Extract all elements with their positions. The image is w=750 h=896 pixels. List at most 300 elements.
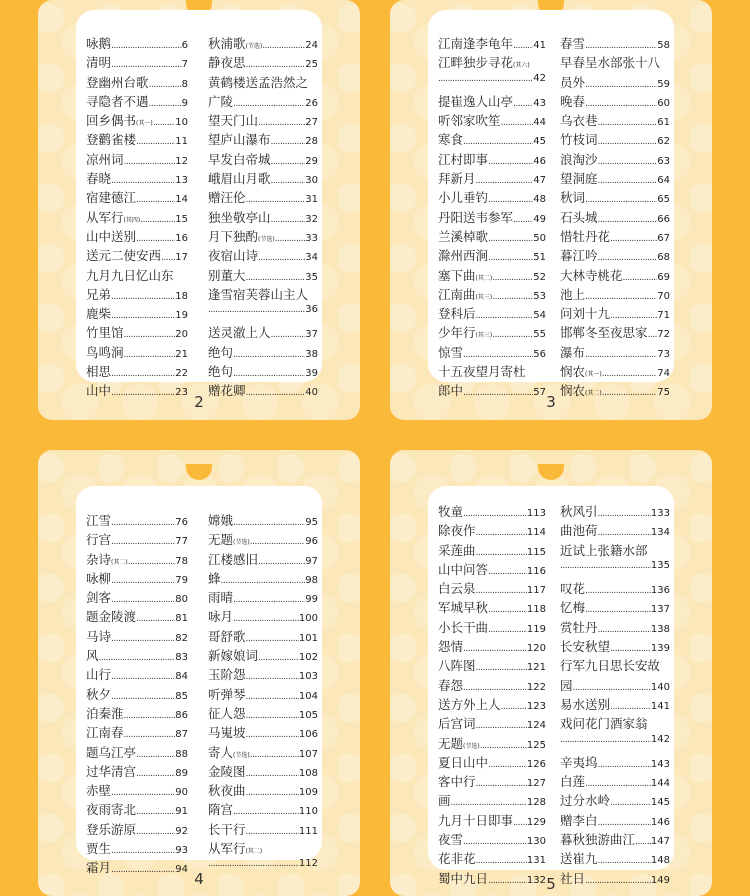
poem-title: 辛夷坞 — [560, 754, 598, 770]
poem-note: (其二) — [475, 274, 493, 282]
toc-entry — [560, 92, 670, 111]
poem-title: 广陵 — [208, 93, 234, 109]
toc-entry — [560, 188, 670, 207]
toc-entry — [86, 92, 188, 111]
poem-title: 霜月 — [86, 860, 112, 876]
dot-leader — [208, 305, 305, 315]
dot-leader — [585, 292, 657, 302]
dot-leader — [610, 234, 657, 244]
poem-title: 牧童 — [438, 504, 464, 519]
dot-leader — [585, 80, 657, 90]
poem-title: 相思 — [86, 364, 112, 380]
dot-leader — [271, 330, 306, 340]
page-ref: 108 — [298, 767, 318, 779]
page-ref: 88 — [175, 748, 188, 760]
page-ref: 76 — [175, 517, 188, 528]
page-ref: 137 — [650, 604, 670, 616]
toc-entry — [86, 266, 188, 285]
dot-leader — [610, 702, 651, 712]
page-ref: 124 — [526, 720, 546, 732]
poem-title: 赠汪伦 — [208, 190, 246, 206]
page-ref: 39 — [305, 368, 318, 380]
toc-entry — [560, 849, 670, 868]
poem-note: (节选) — [233, 539, 250, 547]
dot-leader — [476, 663, 527, 673]
page-ref: 40 — [305, 387, 318, 399]
dot-leader — [476, 721, 527, 731]
dot-leader — [488, 625, 527, 635]
page-ref: 86 — [175, 709, 188, 721]
page-ref: 68 — [657, 252, 670, 264]
page-ref: 95 — [305, 517, 318, 528]
dot-leader — [250, 750, 299, 760]
poem-note: (其三) — [475, 332, 493, 340]
poem-title: 员外 — [560, 74, 586, 90]
page-ref: 19 — [175, 310, 188, 322]
page-ref: 55 — [533, 329, 546, 341]
dot-leader — [492, 330, 533, 340]
toc-entry — [438, 111, 546, 130]
page-ref: 16 — [175, 232, 188, 244]
dot-leader — [476, 586, 527, 596]
poem-title: 寻隐者不遇 — [86, 93, 149, 109]
toc-entry — [560, 656, 670, 675]
page-number: 3 — [546, 393, 556, 411]
page-ref: 81 — [175, 613, 188, 625]
poem-title: 早发白帝城 — [208, 151, 271, 167]
poem-title: 贾生 — [86, 841, 112, 857]
dot-leader — [573, 683, 651, 693]
poem-title: 秋夕 — [86, 686, 112, 702]
dot-leader — [598, 118, 658, 128]
page-ref: 53 — [533, 290, 546, 302]
dot-leader — [585, 41, 657, 51]
dot-leader — [476, 176, 534, 186]
poem-title: 滁州西涧 — [438, 248, 489, 264]
dot-leader — [648, 330, 658, 340]
poem-title: 忆梅 — [560, 600, 586, 616]
dot-leader — [136, 195, 175, 205]
page-ref: 21 — [175, 348, 188, 360]
page-ref: 38 — [305, 348, 318, 360]
toc-entry — [208, 34, 318, 53]
dot-leader — [451, 798, 527, 808]
toc-entry — [438, 208, 546, 227]
toc-entry — [438, 714, 546, 733]
page-ref: 130 — [526, 836, 546, 848]
poem-title: 行宫 — [86, 532, 112, 548]
dot-leader — [488, 760, 527, 770]
dot-leader — [111, 537, 175, 547]
poem-title: 秋词 — [560, 190, 586, 206]
toc-entry — [438, 34, 546, 53]
toc-entry — [86, 208, 188, 227]
poem-title: 咏柳 — [86, 570, 112, 586]
page-ref: 145 — [650, 797, 670, 809]
toc-entry — [86, 150, 188, 169]
poem-title: 十五夜望月寄杜 — [438, 364, 526, 380]
poem-title: 拜新月 — [438, 171, 476, 187]
page-4-card — [38, 450, 360, 896]
page-ref: 134 — [650, 527, 670, 539]
toc-entry — [208, 188, 318, 207]
toc-entry — [560, 130, 670, 149]
toc-entry — [86, 665, 188, 684]
dot-leader — [111, 634, 175, 644]
dot-leader — [463, 683, 527, 693]
toc-entry — [560, 285, 670, 304]
page-ref: 24 — [305, 40, 318, 51]
toc-entry — [438, 285, 546, 304]
toc-entry — [86, 362, 188, 381]
dot-leader — [233, 369, 305, 379]
toc-column-left — [86, 511, 188, 878]
dot-leader — [598, 760, 651, 770]
toc-entry — [560, 266, 670, 285]
poem-title: 逢雪宿芙蓉山主人 — [208, 286, 309, 302]
poem-title: 送灵澈上人 — [208, 325, 271, 341]
toc-entry — [438, 266, 546, 285]
toc-entry — [208, 323, 318, 342]
page-number: 5 — [546, 875, 556, 893]
toc-entry — [208, 169, 318, 188]
dot-leader — [111, 176, 175, 186]
dot-leader — [598, 157, 658, 167]
page-ref: 141 — [650, 700, 670, 712]
page-ref: 136 — [650, 585, 670, 597]
page-ref: 36 — [305, 304, 318, 316]
poem-title: 山行 — [86, 667, 112, 683]
page-ref: 13 — [175, 175, 188, 187]
dot-leader — [233, 807, 299, 817]
toc-entry — [208, 665, 318, 684]
toc-entry — [86, 511, 188, 530]
poem-title: 风 — [86, 648, 99, 664]
dot-leader — [501, 702, 527, 712]
page-ref: 20 — [175, 329, 188, 341]
toc-entry — [438, 772, 546, 791]
toc-entry — [438, 323, 546, 342]
dot-leader — [598, 856, 651, 866]
poem-title: 九月十日即事 — [438, 812, 514, 828]
poem-title: 登幽州台歌 — [86, 74, 149, 90]
poem-title: 赤壁 — [86, 783, 112, 799]
dot-leader — [111, 692, 175, 702]
page-ref: 119 — [526, 623, 546, 635]
dot-leader — [476, 856, 527, 866]
page-ref: 32 — [305, 213, 318, 225]
toc-entry — [86, 34, 188, 53]
poem-title: 社日 — [560, 870, 586, 886]
toc-panel — [428, 10, 674, 399]
page-ref: 62 — [657, 136, 670, 148]
toc-entry — [208, 588, 318, 607]
toc-panel — [76, 10, 322, 399]
toc-entry — [86, 111, 188, 130]
page-ref: 58 — [657, 40, 670, 51]
dot-leader — [488, 195, 533, 205]
dot-leader — [635, 837, 651, 847]
dot-leader — [476, 311, 534, 321]
poem-title: 除夜作 — [438, 523, 476, 539]
toc-entry — [438, 830, 546, 849]
page-ref: 126 — [526, 758, 546, 770]
page-ref: 99 — [305, 594, 318, 606]
poem-title: 望洞庭 — [560, 171, 598, 187]
toc-entry — [86, 723, 188, 742]
poem-title: 春怨 — [438, 677, 464, 693]
dot-leader — [111, 788, 175, 798]
page-ref: 14 — [175, 194, 188, 206]
poem-title: 花非花 — [438, 851, 476, 867]
page-ref: 133 — [650, 508, 670, 519]
dot-leader — [463, 837, 527, 847]
dot-leader — [140, 215, 175, 225]
poem-title: 蜀中九日 — [438, 870, 489, 886]
page-ref: 142 — [650, 733, 670, 745]
toc-entry — [438, 656, 546, 675]
dot-leader — [598, 215, 658, 225]
page-ref: 22 — [175, 368, 188, 380]
dot-leader — [501, 118, 534, 128]
toc-entry — [208, 130, 318, 149]
page-ref: 9 — [181, 97, 188, 109]
poem-title: 杂诗 — [86, 551, 112, 567]
toc-entry — [86, 569, 188, 588]
page-ref: 140 — [650, 681, 670, 693]
page-ref: 47 — [533, 175, 546, 187]
dot-leader — [258, 118, 305, 128]
poem-title: 怨情 — [438, 639, 464, 655]
toc-column-right — [560, 502, 670, 888]
toc-entry — [208, 762, 318, 781]
poem-title: 隋宫 — [208, 802, 234, 818]
toc-entry — [438, 169, 546, 188]
poem-title: 题金陵渡 — [86, 609, 137, 625]
toc-entry — [438, 150, 546, 169]
page-ref: 78 — [175, 555, 188, 567]
toc-entry — [438, 130, 546, 149]
toc-entry — [438, 849, 546, 868]
poem-title: 嫦娥 — [208, 513, 234, 528]
dot-leader — [149, 80, 182, 90]
poem-note: (其二) — [585, 390, 602, 398]
poem-title: 竹里馆 — [86, 325, 124, 341]
page-ref: 52 — [533, 271, 546, 283]
dot-leader — [246, 730, 299, 740]
poem-title: 夏日山中 — [438, 754, 489, 770]
dot-leader — [233, 350, 305, 360]
poem-title: 无题 — [208, 532, 234, 548]
dot-leader — [602, 369, 658, 379]
poem-title: 秋风引 — [560, 504, 598, 519]
page-ref: 109 — [298, 787, 318, 799]
dot-leader — [488, 567, 527, 577]
toc-entry — [86, 646, 188, 665]
poem-title: 马诗 — [86, 628, 112, 644]
poem-title: 江村即事 — [438, 151, 489, 167]
poem-note: (节选) — [258, 235, 275, 243]
dot-leader — [233, 518, 305, 528]
poem-title: 赠李白 — [560, 812, 598, 828]
toc-entry — [208, 111, 318, 130]
dot-leader — [246, 195, 306, 205]
poem-note: (节选) — [233, 751, 250, 759]
toc-entry — [208, 607, 318, 626]
poem-title: 行军九日思长安故 — [560, 658, 661, 674]
dot-leader — [111, 60, 182, 70]
dot-leader — [124, 711, 176, 721]
dot-leader — [258, 253, 305, 263]
poem-title: 八阵图 — [438, 658, 476, 674]
page-ref: 113 — [526, 508, 546, 519]
page-ref: 128 — [526, 797, 546, 809]
poem-title: 望天门山 — [208, 113, 259, 129]
poem-title: 江南逢李龟年 — [438, 36, 514, 51]
page-ref: 135 — [650, 559, 670, 571]
dot-leader — [262, 41, 305, 51]
poem-title: 客中行 — [438, 774, 476, 790]
page-ref: 17 — [175, 252, 188, 264]
poem-note: (其二) — [111, 558, 128, 566]
toc-entry — [560, 791, 670, 810]
toc-entry — [208, 362, 318, 381]
toc-panel — [428, 486, 674, 886]
poem-title: 采莲曲 — [438, 542, 476, 558]
poem-title: 园 — [560, 677, 573, 693]
toc-entry — [86, 169, 188, 188]
poem-title: 无题 — [438, 735, 464, 751]
poem-title: 清明 — [86, 55, 112, 71]
page-ref: 28 — [305, 136, 318, 148]
poem-title: 鹿柴 — [86, 306, 112, 322]
poem-title: 瀑布 — [560, 344, 586, 360]
poem-title: 易水送别 — [560, 696, 611, 712]
poem-title: 江楼感旧 — [208, 551, 259, 567]
toc-entry — [438, 637, 546, 656]
page-number: 2 — [194, 393, 204, 411]
toc-entry — [86, 762, 188, 781]
dot-leader — [560, 561, 651, 571]
page-ref: 98 — [305, 574, 318, 586]
page-ref: 10 — [175, 117, 188, 129]
page-ref: 79 — [175, 574, 188, 586]
poem-title: 山中问答 — [438, 561, 489, 577]
poem-title: 泊秦淮 — [86, 705, 124, 721]
page-ref: 121 — [526, 662, 546, 674]
dot-leader — [271, 137, 306, 147]
page-2-card — [38, 0, 360, 420]
page-ref: 149 — [650, 874, 670, 886]
poem-title: 军城早秋 — [438, 600, 489, 616]
page-ref: 72 — [657, 329, 670, 341]
page-ref: 64 — [657, 175, 670, 187]
dot-leader — [488, 605, 527, 615]
toc-column-left — [438, 502, 546, 888]
page-ref: 82 — [175, 632, 188, 644]
dot-leader — [124, 330, 176, 340]
dot-leader — [513, 41, 533, 51]
binder-hole — [538, 464, 564, 480]
dot-leader — [124, 157, 176, 167]
toc-entry — [438, 695, 546, 714]
poem-title: 登乐游原 — [86, 821, 137, 837]
poem-title: 提崔逸人山亭 — [438, 93, 514, 109]
dot-leader — [476, 528, 527, 538]
toc-entry — [438, 734, 546, 753]
toc-entry — [438, 791, 546, 810]
page-ref: 106 — [298, 729, 318, 741]
toc-entry — [560, 73, 670, 92]
dot-leader — [111, 518, 175, 528]
toc-entry — [86, 704, 188, 723]
dot-leader — [111, 41, 182, 51]
dot-leader — [246, 672, 299, 682]
toc-entry — [86, 550, 188, 569]
toc-entry — [208, 685, 318, 704]
toc-entry — [560, 811, 670, 830]
toc-entry — [560, 34, 670, 53]
toc-entry — [208, 627, 318, 646]
toc-column-left — [438, 34, 546, 401]
poem-title: 小儿垂钓 — [438, 190, 489, 206]
poem-title: 听弹琴 — [208, 686, 246, 702]
page-ref: 92 — [175, 825, 188, 837]
poem-title: 绝句 — [208, 344, 234, 360]
toc-entry — [208, 820, 318, 839]
page-ref: 97 — [305, 555, 318, 567]
dot-leader — [513, 818, 527, 828]
page-ref: 127 — [526, 778, 546, 790]
page-ref: 75 — [657, 387, 670, 399]
toc-entry — [560, 53, 670, 72]
page-ref: 104 — [298, 690, 318, 702]
poem-title: 从军行 — [208, 841, 246, 857]
toc-entry — [86, 53, 188, 72]
page-ref: 6 — [181, 40, 188, 51]
poem-title: 晚春 — [560, 93, 586, 109]
toc-entry — [438, 676, 546, 695]
poem-title: 独坐敬亭山 — [208, 209, 271, 225]
poem-title: 登科后 — [438, 306, 476, 322]
page-ref: 144 — [650, 778, 670, 790]
page-ref: 54 — [533, 310, 546, 322]
poem-title: 白云泉 — [438, 581, 476, 597]
page-ref: 101 — [298, 632, 318, 644]
toc-entry — [438, 618, 546, 637]
toc-entry — [208, 704, 318, 723]
dot-leader — [246, 692, 299, 702]
poem-title: 绝句 — [208, 364, 234, 380]
toc-entry — [208, 800, 318, 819]
page-ref: 129 — [526, 816, 546, 828]
page-ref: 139 — [650, 643, 670, 655]
poem-title: 长干行 — [208, 821, 246, 837]
poem-title: 少年行 — [438, 325, 476, 341]
toc-entry — [86, 588, 188, 607]
page-ref: 60 — [657, 97, 670, 109]
dot-leader — [246, 60, 306, 70]
poem-note: (节选) — [463, 742, 480, 750]
poem-title: 秋夜曲 — [208, 783, 246, 799]
page-ref: 50 — [533, 232, 546, 244]
poem-title: 暮秋独游曲江 — [560, 832, 636, 848]
page-ref: 138 — [650, 623, 670, 635]
poem-title: 江南曲 — [438, 286, 476, 302]
dot-leader — [598, 528, 651, 538]
poem-title: 夜雨寄北 — [86, 802, 137, 818]
poem-title: 塞下曲 — [438, 267, 476, 283]
